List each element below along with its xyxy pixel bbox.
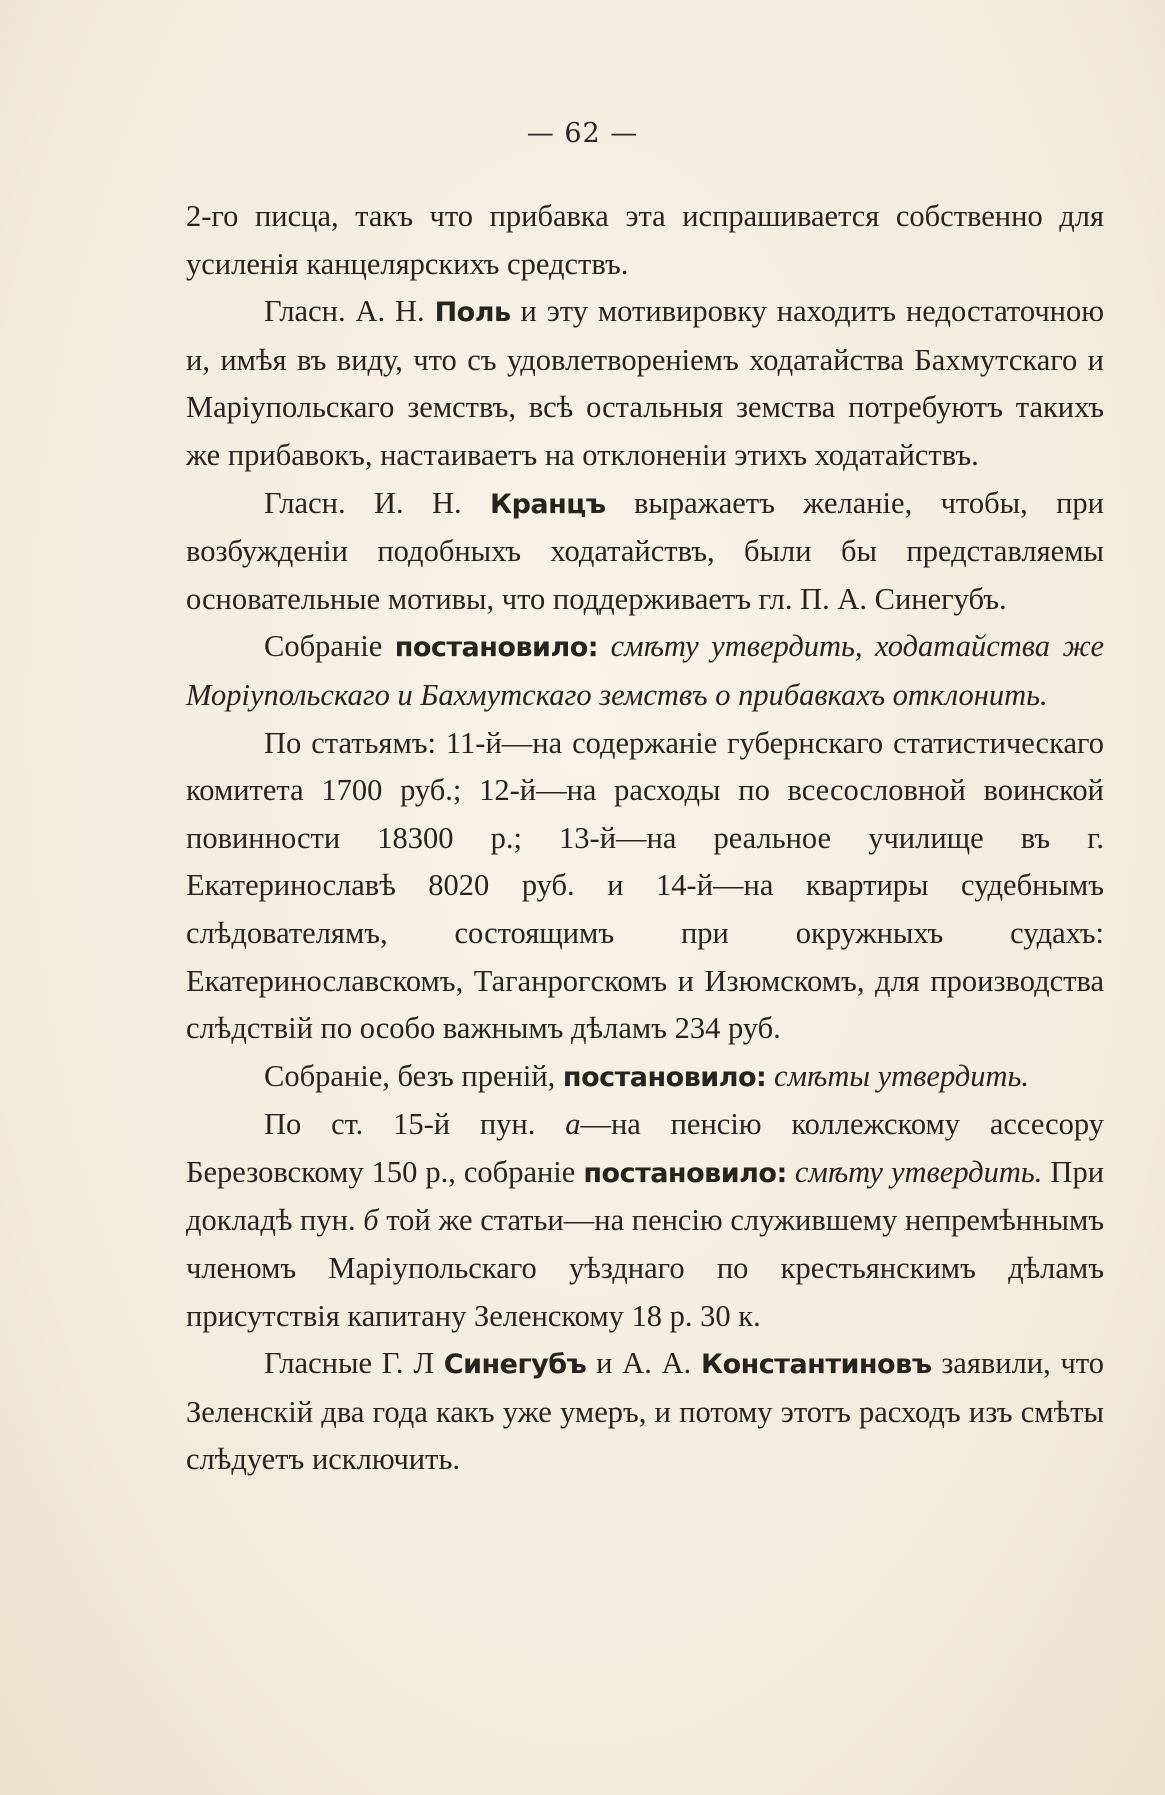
paragraph-6 bbox=[186, 1053, 1104, 1102]
resolution-text: смѣты утвердить. bbox=[773, 1058, 1030, 1093]
p8-lead: Гласные Г. Л bbox=[264, 1346, 435, 1381]
resolution-text: смѣту утвердить, ходатайства же Моріупольскаго и Бахмутскаго земствъ о прибавкахъ отклонить. bbox=[186, 629, 1105, 712]
p7-text-3: той же статьи—на пенсію служившему непремѣннымъ членомъ Маріупольскаго уѣзднаго по крестьянскимъ дѣламъ присутствія капитану Зеленскому 18 р. 30 к. bbox=[186, 1203, 1105, 1333]
p7-lead: По ст. 15-й пун. bbox=[264, 1107, 536, 1142]
p6-lead: Собраніе, безъ преній, bbox=[264, 1058, 556, 1093]
paragraph-4 bbox=[186, 623, 1104, 719]
speaker-name-pol: Поль bbox=[434, 297, 511, 329]
p1-text: 2-го писца, такъ что прибавка эта испрашивается собственно для усиленія канцелярскихъ средствъ. bbox=[186, 199, 1104, 281]
resolution-keyword: постановило: bbox=[583, 1157, 787, 1189]
p2-text: и эту мотивировку находитъ недостаточною и, имѣя въ виду, что съ удовлетвореніемъ ходатайства Бахмутскаго и Маріупольскаго земствъ, всѣ остальныя земства потребуютъ такихъ же прибавокъ, настаиваетъ на отклоненіи этихъ ходатайствъ. bbox=[186, 294, 1105, 472]
p4-lead: Собраніе bbox=[264, 629, 383, 664]
p3-lead: Гласн. И. Н. bbox=[264, 485, 462, 520]
paragraph-5 bbox=[186, 720, 1104, 1053]
speaker-name-konstantinov: Константиновъ bbox=[701, 1349, 932, 1381]
paragraph-3 bbox=[186, 480, 1104, 624]
p7-text-2: При докладѣ пун. bbox=[186, 1154, 1105, 1238]
paragraph-8 bbox=[186, 1340, 1104, 1484]
paragraph-7 bbox=[186, 1101, 1104, 1340]
item-letter-b: б bbox=[363, 1203, 379, 1238]
item-letter-a: а bbox=[565, 1107, 581, 1142]
p5-text: По статьямъ: 11-й—на содержаніе губернскаго статистическаго комитета 1700 руб.; 12-й—на расходы по всесословной воинской повинности 18300 р.; 13-й—на реальное училище въ г. Екатеринославѣ 8020 руб. и 14-й—на квартиры судебнымъ слѣдователямъ, состоящимъ при окружныхъ судахъ: Екатеринославскомъ, Таганрогскомъ и Изюмскомъ, для производства слѣдствій по особо важнымъ дѣламъ 234 руб. bbox=[186, 725, 1104, 1046]
speaker-name-krants: Кранцъ bbox=[490, 488, 606, 520]
page-number: — 62 — bbox=[526, 118, 639, 149]
p3-text: выражаетъ желаніе, чтобы, при возбужденіи подобныхъ ходатайствъ, были бы представляемы основательные мотивы, что поддерживаетъ гл. П. А. Синегубъ. bbox=[186, 485, 1104, 616]
p7-text-1: —на пенсію коллежскому ассесору Березовскому 150 р., собраніе bbox=[186, 1107, 1105, 1189]
speaker-name-sinegub: Синегубъ bbox=[443, 1349, 587, 1381]
p8-text: заявили, что Зеленскій два года какъ уже умеръ, и потому этотъ расходъ изъ смѣты слѣдуетъ исключить. bbox=[186, 1346, 1105, 1477]
paragraph-2 bbox=[186, 288, 1104, 479]
resolution-text: смѣту утвердить. bbox=[794, 1154, 1043, 1189]
paragraph-1 bbox=[186, 193, 1104, 288]
resolution-keyword: постановило: bbox=[394, 632, 599, 664]
p2-lead: Гласн. А. Н. bbox=[264, 294, 425, 329]
resolution-keyword: постановило: bbox=[562, 1061, 767, 1093]
body-text bbox=[186, 193, 1104, 1484]
p8-mid: и А. А. bbox=[596, 1346, 692, 1381]
